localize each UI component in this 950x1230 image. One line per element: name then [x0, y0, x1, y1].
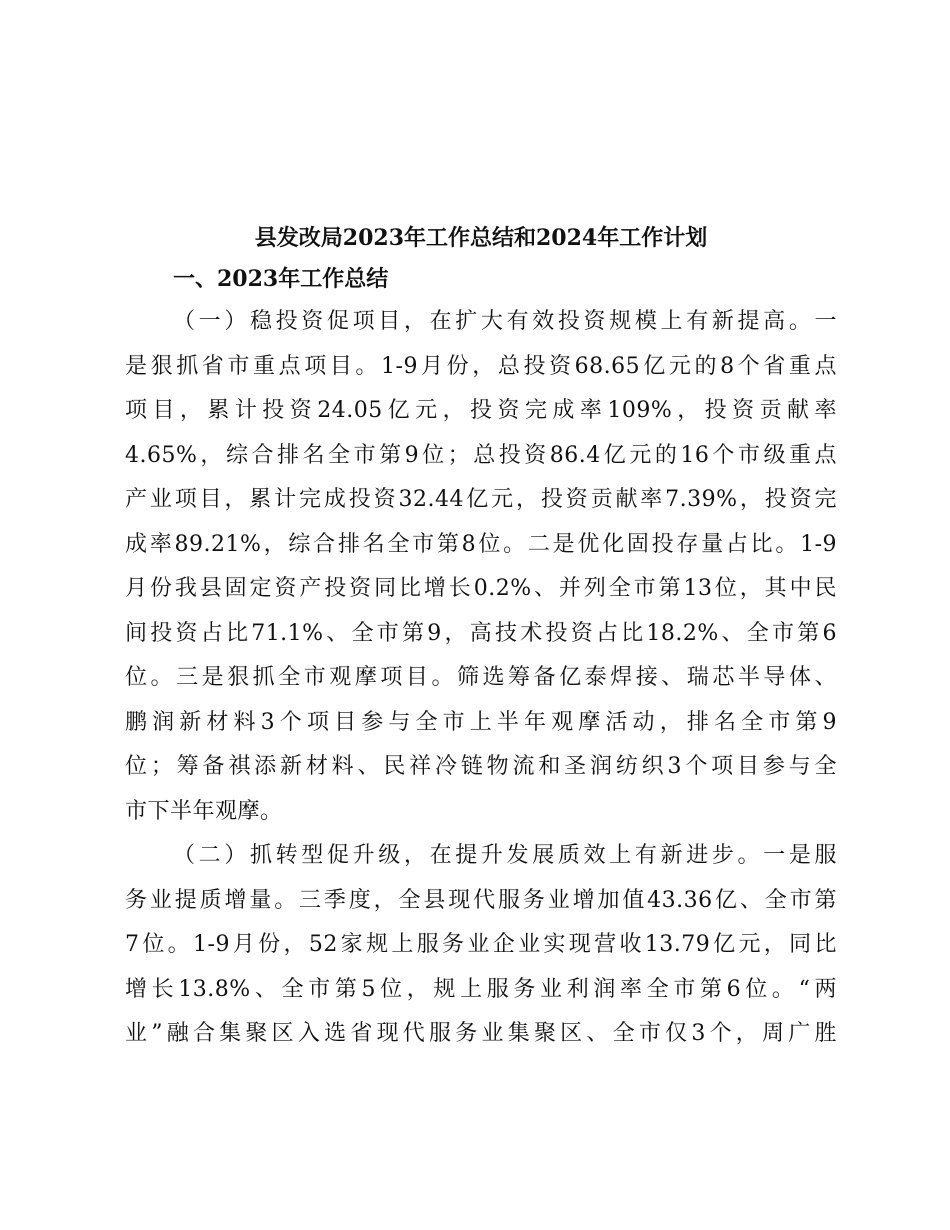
paragraph-line: （二）抓转型促升级，在提升发展质效上有新进步。一是服: [173, 843, 837, 868]
paragraph-line: 市下半年观摩。: [125, 798, 283, 824]
paragraph-line: 产业项目，累计完成投资32.44亿元，投资贡献率7.39%，投资完: [125, 487, 837, 512]
paragraph-line: 月份我县固定资产投资同比增长0.2%、并列全市第13位，其中民: [125, 576, 837, 601]
paragraph-line: 是狠抓省市重点项目。1-9月份，总投资68.65亿元的8个省重点: [125, 353, 837, 379]
document-title: 县发改局2023年工作总结和2024年工作计划: [254, 225, 708, 251]
paragraph-line: （一）稳投资促项目，在扩大有效投资规模上有新提高。一: [173, 309, 837, 334]
paragraph-line: 业”融合集聚区入选省现代服务业集聚区、全市仅3个，周广胜: [125, 1021, 837, 1046]
paragraph-line: 间投资占比71.1%、全市第9，高技术投资占比18.2%、全市第6: [125, 620, 837, 646]
paragraph-line: 项目，累计投资24.05亿元，投资完成率109%，投资贡献率: [125, 398, 837, 423]
paragraph-line: 务业提质增量。三季度，全县现代服务业增加值43.36亿、全市第: [125, 887, 837, 913]
paragraph-transformation: [125, 834, 837, 1057]
paragraph-line: 位；筹备祺添新材料、民祥冷链物流和圣润纺织3个项目参与全: [125, 754, 837, 779]
document-page: [125, 218, 837, 1057]
paragraph-line: 7位。1-9月份，52家规上服务业企业实现营收13.79亿元，同比: [125, 932, 837, 957]
paragraph-line: 位。三是狠抓全市观摩项目。筛选筹备亿泰焊接、瑞芯半导体、: [125, 665, 837, 690]
paragraph-line: 鹏润新材料3个项目参与全市上半年观摩活动，排名全市第9: [125, 709, 837, 735]
paragraph-line: 成率89.21%，综合排名全市第8位。二是优化固投存量占比。1-9: [125, 531, 837, 557]
paragraph-line: 4.65%，综合排名全市第9位；总投资86.4亿元的16个市级重点: [125, 442, 837, 468]
paragraph-line: 增长13.8%、全市第5位，规上服务业利润率全市第6位。“两: [125, 976, 837, 1002]
paragraph-investment: [125, 300, 837, 834]
section-heading-work-summary: 一、2023年工作总结: [173, 266, 389, 292]
